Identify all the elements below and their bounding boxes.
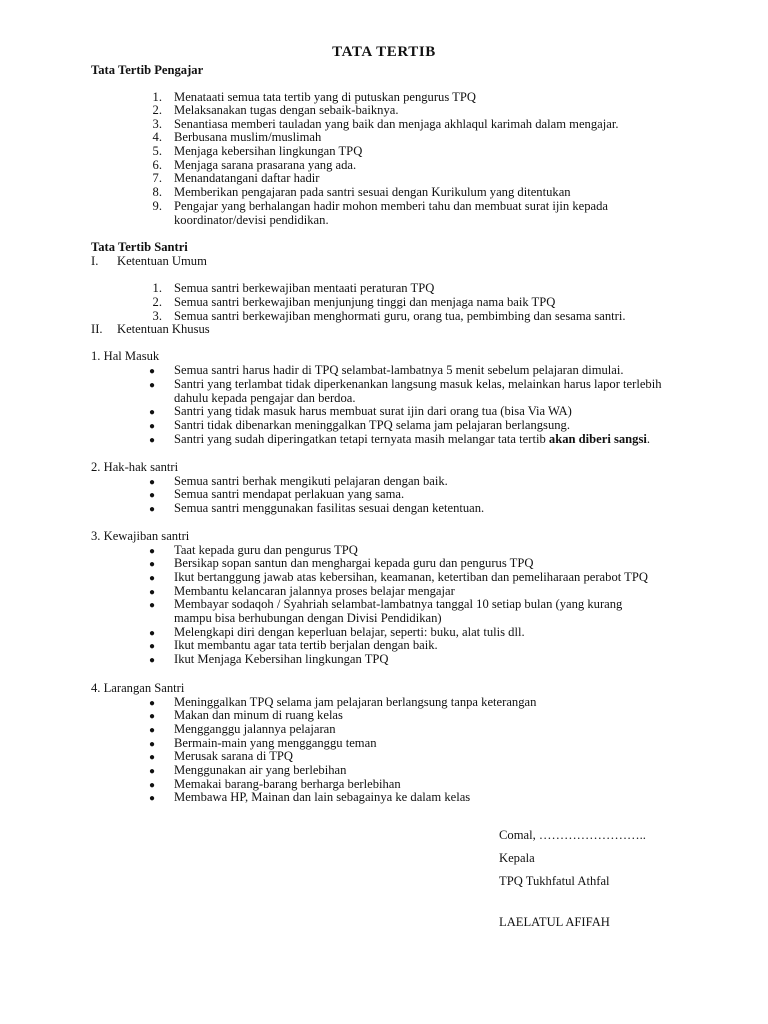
bullet-icon: ●: [149, 725, 156, 736]
subsection-heading-kewajiban: 3. Kewajiban santri: [91, 529, 190, 543]
bullet-icon: ●: [149, 793, 156, 804]
document-title: TATA TERTIB: [332, 44, 436, 60]
bullet-icon: ●: [149, 655, 156, 666]
subsection-heading-larangan: 4. Larangan Santri: [91, 681, 185, 695]
document-page: TATA TERTIB Tata Tertib Pengajar 1. Menataati semua tata tertib yang di putuskan pengurus TPQ 2. Melaksanakan tugas dengan sebaik-baiknya. 3. Senantiasa memberi tauladan yang baik dan menjaga akhlaqul karimah dalam mengajar. 4. Berbusana muslim/muslimah 5. Menjaga kebersihan lingkungan TPQ 6. Menjaga sarana prasarana yang ada. 7. Menandatangani daftar hadir 8. Memberikan pengajaran pada santri sesuai dengan Kurikulum yang ditentukan 9. Pengajar yang berhalangan hadir mohon memberi tahu dan membuat surat ijin kepada koordinator/devisi pendidikan. Tata Tertib Santri I. Ketentuan Umum 1. Semua santri berkewajiban mentaati peraturan TPQ 2. Semua santri berkewajiban menjunjung tinggi dan menjaga nama baik TPQ 3. Semua santri berkewajiban menghormati guru, orang tua, pembimbing dan sesama santri. II. Ketentuan Khusus 1. Hal Masuk ● Semua santri harus hadir di TPQ selambat-lambatnya 5 menit sebelum pelajaran dimulai. ● Santri yang terlambat tidak diperkenankan langsung masuk kelas, melainkan harus lapor terlebih dahulu kepada pengajar dan berdoa. ● Santri yang tidak masuk harus membuat surat ijin dari orang tua (bisa Via WA) ● Santri tidak dibenarkan meninggalkan TPQ selama jam pelajaran berlangsung. ● Santri yang sudah diperingatkan tetapi ternyata masih melangar tata tertib akan diberi sangsi. 2. Hak-hak santri ● Semua santri berhak mengikuti pelajaran dengan baik. ● Semua santri mendapat perlakuan yang sama. ● Semua santri menggunakan fasilitas sesuai dengan ketentuan. 3. Kewajiban santri ● Taat kepada guru dan pengurus TPQ ● Bersikap sopan santun dan menghargai kepada guru dan pengurus TPQ ● Ikut bertanggung jawab atas kebersihan, keamanan, ketertiban dan pemeliharaan perabot TPQ ● Membantu kelancaran jalannya proses belajar mengajar ● Membayar sodaqoh / Syahriah selambat-lambatnya tanggal 10 setiap bulan (yang kurang mampu bisa berhubungan dengan Divisi Pendidikan) ● Melengkapi diri dengan keperluan belajar, seperti: buku, alat tulis dll. ● Ikut membantu agar tata tertib berjalan dengan baik. ● Ikut Menjaga Kebersihan lingkungan TPQ 4. Larangan Santri ● Meninggalkan TPQ selama jam pelajaran berlangsung tanpa keterangan ● Makan dan minum di ruang kelas ● Mengganggu jalannya pelajaran ● Bermain-main yang mengganggu teman ● Merusak sarana di TPQ ● Menggunakan air yang berlebihan ● Memakai barang-barang berharga berlebihan ● Membawa HP, Mainan dan lain sebagainya ke dalam kelas Comal, …………………….. Kepala TPQ Tukhfatul Athfal LAELATUL AFIFAH: [0, 0, 768, 1024]
section-heading-santri: Tata Tertib Santri: [91, 240, 188, 254]
bullet-icon: ●: [149, 600, 156, 611]
bullet-icon: ●: [149, 641, 156, 652]
subsection-heading-hak: 2. Hak-hak santri: [91, 460, 179, 474]
roman-numeral: II.: [91, 322, 103, 336]
bullet-icon: ●: [149, 477, 156, 488]
subsection-heading-hal-masuk: 1. Hal Masuk: [91, 349, 160, 363]
bullet-icon: ●: [149, 628, 156, 639]
roman-numeral: I.: [91, 254, 99, 268]
bullet-icon: ●: [149, 421, 156, 432]
bullet-icon: ●: [149, 573, 156, 584]
signature-place-date: Comal, ……………………..: [499, 828, 646, 842]
bullet-icon: ●: [149, 780, 156, 791]
bullet-icon: ●: [149, 366, 156, 377]
section-heading-pengajar: Tata Tertib Pengajar: [91, 63, 204, 77]
signature-name: LAELATUL AFIFAH: [499, 915, 610, 929]
emphasis-text: akan diberi sangsi: [548, 432, 647, 446]
subsection-heading-umum: Ketentuan Umum: [117, 254, 207, 268]
bullet-icon: ●: [149, 739, 156, 750]
bullet-icon: ●: [149, 587, 156, 598]
bullet-icon: ●: [149, 380, 156, 391]
bullet-icon: ●: [149, 407, 156, 418]
bullet-icon: ●: [149, 504, 156, 515]
bullet-icon: ●: [149, 546, 156, 557]
signature-role: Kepala: [499, 851, 535, 865]
bullet-icon: ●: [149, 435, 156, 446]
bullet-icon: ●: [149, 711, 156, 722]
bullet-icon: ●: [149, 490, 156, 501]
bullet-icon: ●: [149, 698, 156, 709]
bullet-icon: ●: [149, 752, 156, 763]
signature-organization: TPQ Tukhfatul Athfal: [499, 874, 610, 888]
subsection-heading-khusus: Ketentuan Khusus: [117, 322, 210, 336]
bullet-icon: ●: [149, 559, 156, 570]
bullet-icon: ●: [149, 766, 156, 777]
